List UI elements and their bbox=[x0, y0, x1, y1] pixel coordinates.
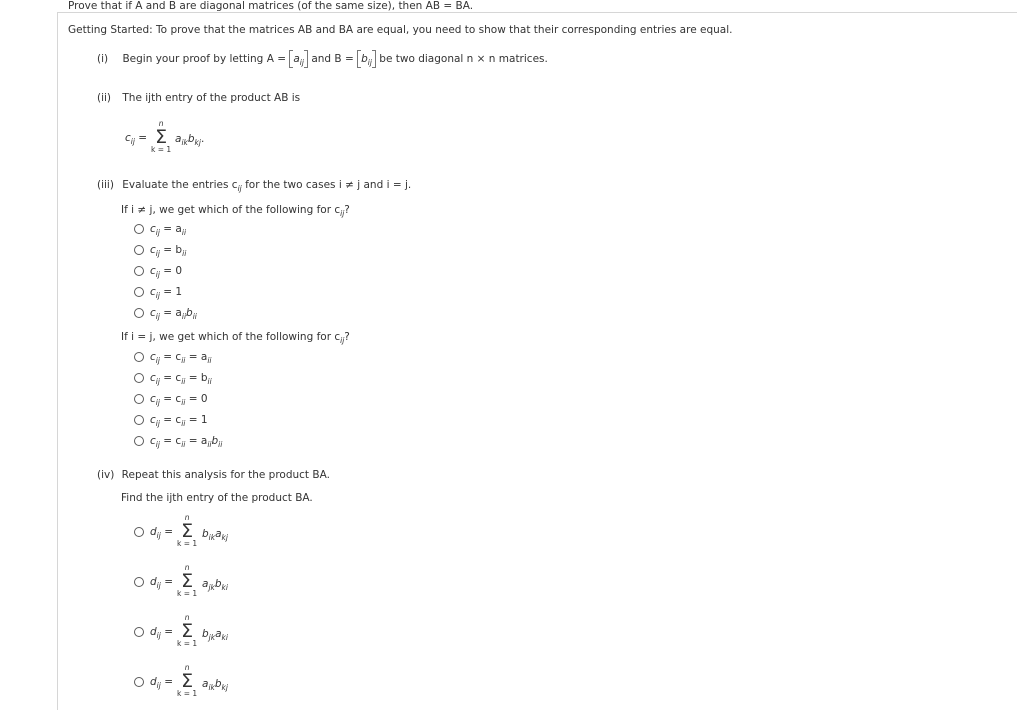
option-7-lhs: c bbox=[150, 372, 156, 384]
option-1-label[interactable] bbox=[150, 223, 186, 237]
step-2-number: (ii) bbox=[97, 92, 112, 104]
option-7-rhs-sub: ii bbox=[207, 377, 212, 386]
ab-summand-a: a bbox=[175, 133, 182, 145]
option-9-lhs-sub: ij bbox=[155, 419, 160, 428]
ba-option-3-summation bbox=[177, 614, 197, 648]
step-2-text: The ijth entry of the product AB is bbox=[122, 92, 301, 104]
option-3-lhs: c bbox=[150, 265, 156, 277]
ba-option-4-t1: a bbox=[202, 678, 209, 690]
option-7-label[interactable] bbox=[150, 372, 212, 386]
step-2 bbox=[97, 92, 300, 104]
option-8-lhs-sub: ij bbox=[155, 398, 160, 407]
ba-option-3-equals: = bbox=[164, 626, 173, 638]
ba-option-4-lhs[interactable] bbox=[150, 676, 173, 690]
option-5-rhs2-sub: ii bbox=[192, 312, 197, 321]
option-5-lhs: c bbox=[150, 307, 156, 319]
matrix-b-entry: b bbox=[361, 53, 368, 65]
ba-option-4-lhs-sub: ij bbox=[156, 681, 161, 690]
radio-option-6[interactable] bbox=[134, 352, 144, 362]
option-8-mid: = c bbox=[163, 393, 182, 405]
ab-entry-equals: = bbox=[138, 132, 148, 144]
option-5-rhs: = a bbox=[163, 307, 182, 319]
option-10-rhs-sub: ii bbox=[207, 440, 212, 449]
ba-option-4-summation bbox=[177, 664, 197, 698]
option-6-lhs: c bbox=[150, 351, 156, 363]
ab-summation-lower: k = 1 bbox=[151, 145, 172, 154]
option-2-rhs: = b bbox=[163, 244, 183, 256]
question-i-eq-j-end: ? bbox=[344, 331, 350, 343]
matrix-a-entry-sub: ij bbox=[299, 58, 304, 67]
ab-entry-lhs-symbol: c bbox=[125, 132, 131, 144]
option-5-rhs-sub: ii bbox=[181, 312, 187, 321]
option-7-mid-sub: ii bbox=[181, 377, 186, 386]
ba-option-2-summand bbox=[202, 578, 228, 592]
ba-option-1-lhs[interactable] bbox=[150, 526, 173, 540]
option-4-rhs: = 1 bbox=[163, 286, 183, 298]
step-4-number: (iv) bbox=[97, 469, 115, 481]
ba-option-4-lower: k = 1 bbox=[177, 689, 198, 698]
radio-option-5[interactable] bbox=[134, 308, 144, 318]
ba-option-3-t1-sub: jk bbox=[208, 633, 216, 642]
question-i-ne-j-text: If i ≠ j, we get which of the following for c bbox=[121, 204, 341, 216]
option-9-rhs: = 1 bbox=[188, 414, 208, 426]
option-6-mid-sub: ii bbox=[181, 356, 186, 365]
content-frame-left-border bbox=[57, 12, 58, 710]
option-4-lhs: c bbox=[150, 286, 156, 298]
ab-summand bbox=[175, 133, 204, 147]
ba-option-2-lhs-sub: ij bbox=[156, 581, 161, 590]
option-1-rhs: = a bbox=[163, 223, 182, 235]
option-6-lhs-sub: ij bbox=[155, 356, 160, 365]
matrix-a-entry: a bbox=[293, 53, 300, 65]
ba-option-2-lhs[interactable] bbox=[150, 576, 173, 590]
radio-ba-option-4[interactable] bbox=[134, 677, 144, 687]
option-2-label[interactable] bbox=[150, 244, 186, 258]
matrix-b-bracket bbox=[357, 50, 376, 68]
ba-option-2-upper: n bbox=[184, 563, 190, 572]
ba-option-3-t1: b bbox=[202, 628, 209, 640]
ba-option-1-t2: a bbox=[215, 528, 222, 540]
question-i-eq-j-text: If i = j, we get which of the following for c bbox=[121, 331, 341, 343]
step-3 bbox=[97, 179, 411, 193]
option-4-lhs-sub: ij bbox=[155, 291, 160, 300]
option-1-rhs-sub: ii bbox=[181, 228, 187, 237]
ba-option-1-lhs-sub: ij bbox=[156, 531, 161, 540]
step-3-number: (iii) bbox=[97, 179, 114, 191]
option-8-rhs: = 0 bbox=[188, 393, 208, 405]
problem-statement: Prove that if A and B are diagonal matrices (of the same size), then AB = BA. bbox=[68, 0, 474, 12]
option-7-mid: = c bbox=[163, 372, 182, 384]
matrix-a-bracket bbox=[289, 50, 308, 68]
radio-option-7[interactable] bbox=[134, 373, 144, 383]
radio-option-8[interactable] bbox=[134, 394, 144, 404]
step-4 bbox=[97, 469, 330, 481]
step-1-text-after: be two diagonal n × n matrices. bbox=[379, 53, 548, 65]
matrix-b-entry-sub: ij bbox=[367, 58, 372, 67]
radio-option-2[interactable] bbox=[134, 245, 144, 255]
option-5-lhs-sub: ij bbox=[155, 312, 160, 321]
sigma-icon: Σ bbox=[181, 620, 194, 642]
ba-option-3-lhs-sub: ij bbox=[156, 631, 161, 640]
ba-option-2-t2: b bbox=[214, 578, 222, 590]
ab-summation-upper: n bbox=[158, 119, 164, 128]
option-8-lhs: c bbox=[150, 393, 156, 405]
ba-option-2-equals: = bbox=[164, 576, 173, 588]
radio-option-10[interactable] bbox=[134, 436, 144, 446]
option-8-label[interactable] bbox=[150, 393, 208, 407]
step-1-number: (i) bbox=[97, 53, 109, 65]
option-10-lhs-sub: ij bbox=[155, 440, 160, 449]
option-8-mid-sub: ii bbox=[181, 398, 186, 407]
option-1-lhs: c bbox=[150, 223, 156, 235]
question-i-ne-j bbox=[121, 204, 350, 218]
option-2-lhs-sub: ij bbox=[155, 249, 160, 258]
question-i-eq-j-sub: ij bbox=[340, 336, 345, 345]
ab-summand-b: b bbox=[187, 133, 195, 145]
radio-ba-option-3[interactable] bbox=[134, 627, 144, 637]
radio-option-3[interactable] bbox=[134, 266, 144, 276]
ba-option-4-upper: n bbox=[184, 663, 190, 672]
ab-entry-lhs-sub: ij bbox=[130, 137, 135, 146]
ab-summand-b-sub: kj bbox=[194, 138, 201, 147]
ba-option-2-lhs-symbol: d bbox=[150, 576, 157, 588]
ba-option-2-lower: k = 1 bbox=[177, 589, 198, 598]
sigma-icon: Σ bbox=[181, 570, 194, 592]
option-9-mid: = c bbox=[163, 414, 182, 426]
option-3-rhs: = 0 bbox=[163, 265, 183, 277]
option-5-label[interactable] bbox=[150, 307, 197, 321]
option-5-rhs2: b bbox=[186, 307, 193, 319]
ba-option-3-lhs-symbol: d bbox=[150, 626, 157, 638]
ba-option-1-lower: k = 1 bbox=[177, 539, 198, 548]
radio-ba-option-2[interactable] bbox=[134, 577, 144, 587]
radio-ba-option-1[interactable] bbox=[134, 527, 144, 537]
ba-option-3-upper: n bbox=[184, 613, 190, 622]
radio-option-9[interactable] bbox=[134, 415, 144, 425]
step-1-text-before: Begin your proof by letting A = bbox=[122, 53, 290, 65]
option-10-mid-sub: ii bbox=[181, 440, 186, 449]
option-10-mid: = c bbox=[163, 435, 182, 447]
sigma-icon: Σ bbox=[155, 126, 168, 148]
option-2-rhs-sub: ii bbox=[182, 249, 187, 258]
ba-option-2-t1-sub: jk bbox=[208, 583, 215, 592]
ab-summation bbox=[151, 120, 171, 154]
ba-option-1-lhs-symbol: d bbox=[150, 526, 157, 538]
option-10-label[interactable] bbox=[150, 435, 222, 449]
ba-option-3-t2: a bbox=[215, 628, 222, 640]
radio-option-1[interactable] bbox=[134, 224, 144, 234]
ba-option-2-summation bbox=[177, 564, 197, 598]
ba-option-1-upper: n bbox=[184, 513, 190, 522]
option-7-rhs: = b bbox=[188, 372, 208, 384]
question-i-eq-j bbox=[121, 331, 350, 345]
sigma-icon: Σ bbox=[181, 670, 194, 692]
option-9-label[interactable] bbox=[150, 414, 208, 428]
ba-option-1-t1-sub: ik bbox=[208, 533, 216, 542]
ba-option-4-t2: b bbox=[214, 678, 222, 690]
ba-option-4-lhs-symbol: d bbox=[150, 676, 157, 688]
option-3-label[interactable] bbox=[150, 265, 182, 279]
option-6-label[interactable] bbox=[150, 351, 211, 365]
step-1 bbox=[97, 48, 548, 70]
option-9-lhs: c bbox=[150, 414, 156, 426]
question-i-ne-j-end: ? bbox=[344, 204, 350, 216]
ab-summand-a-sub: ik bbox=[181, 138, 188, 147]
ba-option-1-t2-sub: kj bbox=[221, 533, 228, 542]
ba-option-1-summand bbox=[202, 528, 228, 542]
option-1-lhs-sub: ij bbox=[155, 228, 160, 237]
option-3-lhs-sub: ij bbox=[155, 270, 160, 279]
ab-entry-lhs bbox=[125, 132, 147, 146]
ba-option-2-t1: a bbox=[202, 578, 209, 590]
ba-option-3-lower: k = 1 bbox=[177, 639, 198, 648]
radio-option-4[interactable] bbox=[134, 287, 144, 297]
step-3-text: Evaluate the entries c bbox=[122, 179, 238, 191]
ba-option-1-summation bbox=[177, 514, 197, 548]
getting-started-hint: Getting Started: To prove that the matrices AB and BA are equal, you need to show that their corresponding entries are equal. bbox=[68, 24, 733, 36]
question-i-ne-j-sub: ij bbox=[340, 209, 345, 218]
option-10-rhs: = a bbox=[188, 435, 208, 447]
ba-option-3-t2-sub: ki bbox=[221, 633, 228, 642]
step-3-text-sub: ij bbox=[237, 184, 242, 193]
option-10-rhs2-sub: ii bbox=[218, 440, 223, 449]
ba-option-4-equals: = bbox=[164, 676, 173, 688]
option-6-mid: = c bbox=[163, 351, 182, 363]
option-10-lhs: c bbox=[150, 435, 156, 447]
ba-option-3-summand bbox=[202, 628, 228, 642]
ba-option-1-t1: b bbox=[202, 528, 209, 540]
ba-option-4-summand bbox=[202, 678, 228, 692]
step-4-text: Repeat this analysis for the product BA. bbox=[121, 469, 330, 481]
sigma-icon: Σ bbox=[181, 520, 194, 542]
option-7-lhs-sub: ij bbox=[155, 377, 160, 386]
option-10-rhs2: b bbox=[211, 435, 219, 447]
option-4-label[interactable] bbox=[150, 286, 182, 300]
step-4-question: Find the ijth entry of the product BA. bbox=[121, 492, 313, 504]
ba-option-4-t1-sub: ik bbox=[208, 683, 215, 692]
ba-option-2-t2-sub: ki bbox=[221, 583, 228, 592]
ba-option-1-equals: = bbox=[164, 526, 173, 538]
option-6-rhs: = a bbox=[188, 351, 208, 363]
ab-summand-period: . bbox=[200, 133, 205, 145]
option-2-lhs: c bbox=[150, 244, 156, 256]
ba-option-4-t2-sub: kj bbox=[221, 683, 228, 692]
content-frame-top-border bbox=[57, 12, 1017, 13]
step-1-and: and B = bbox=[311, 53, 358, 65]
ba-option-3-lhs[interactable] bbox=[150, 626, 173, 640]
step-3-text-after: for the two cases i ≠ j and i = j. bbox=[241, 179, 412, 191]
option-9-mid-sub: ii bbox=[181, 419, 186, 428]
option-6-rhs-sub: ii bbox=[207, 356, 212, 365]
